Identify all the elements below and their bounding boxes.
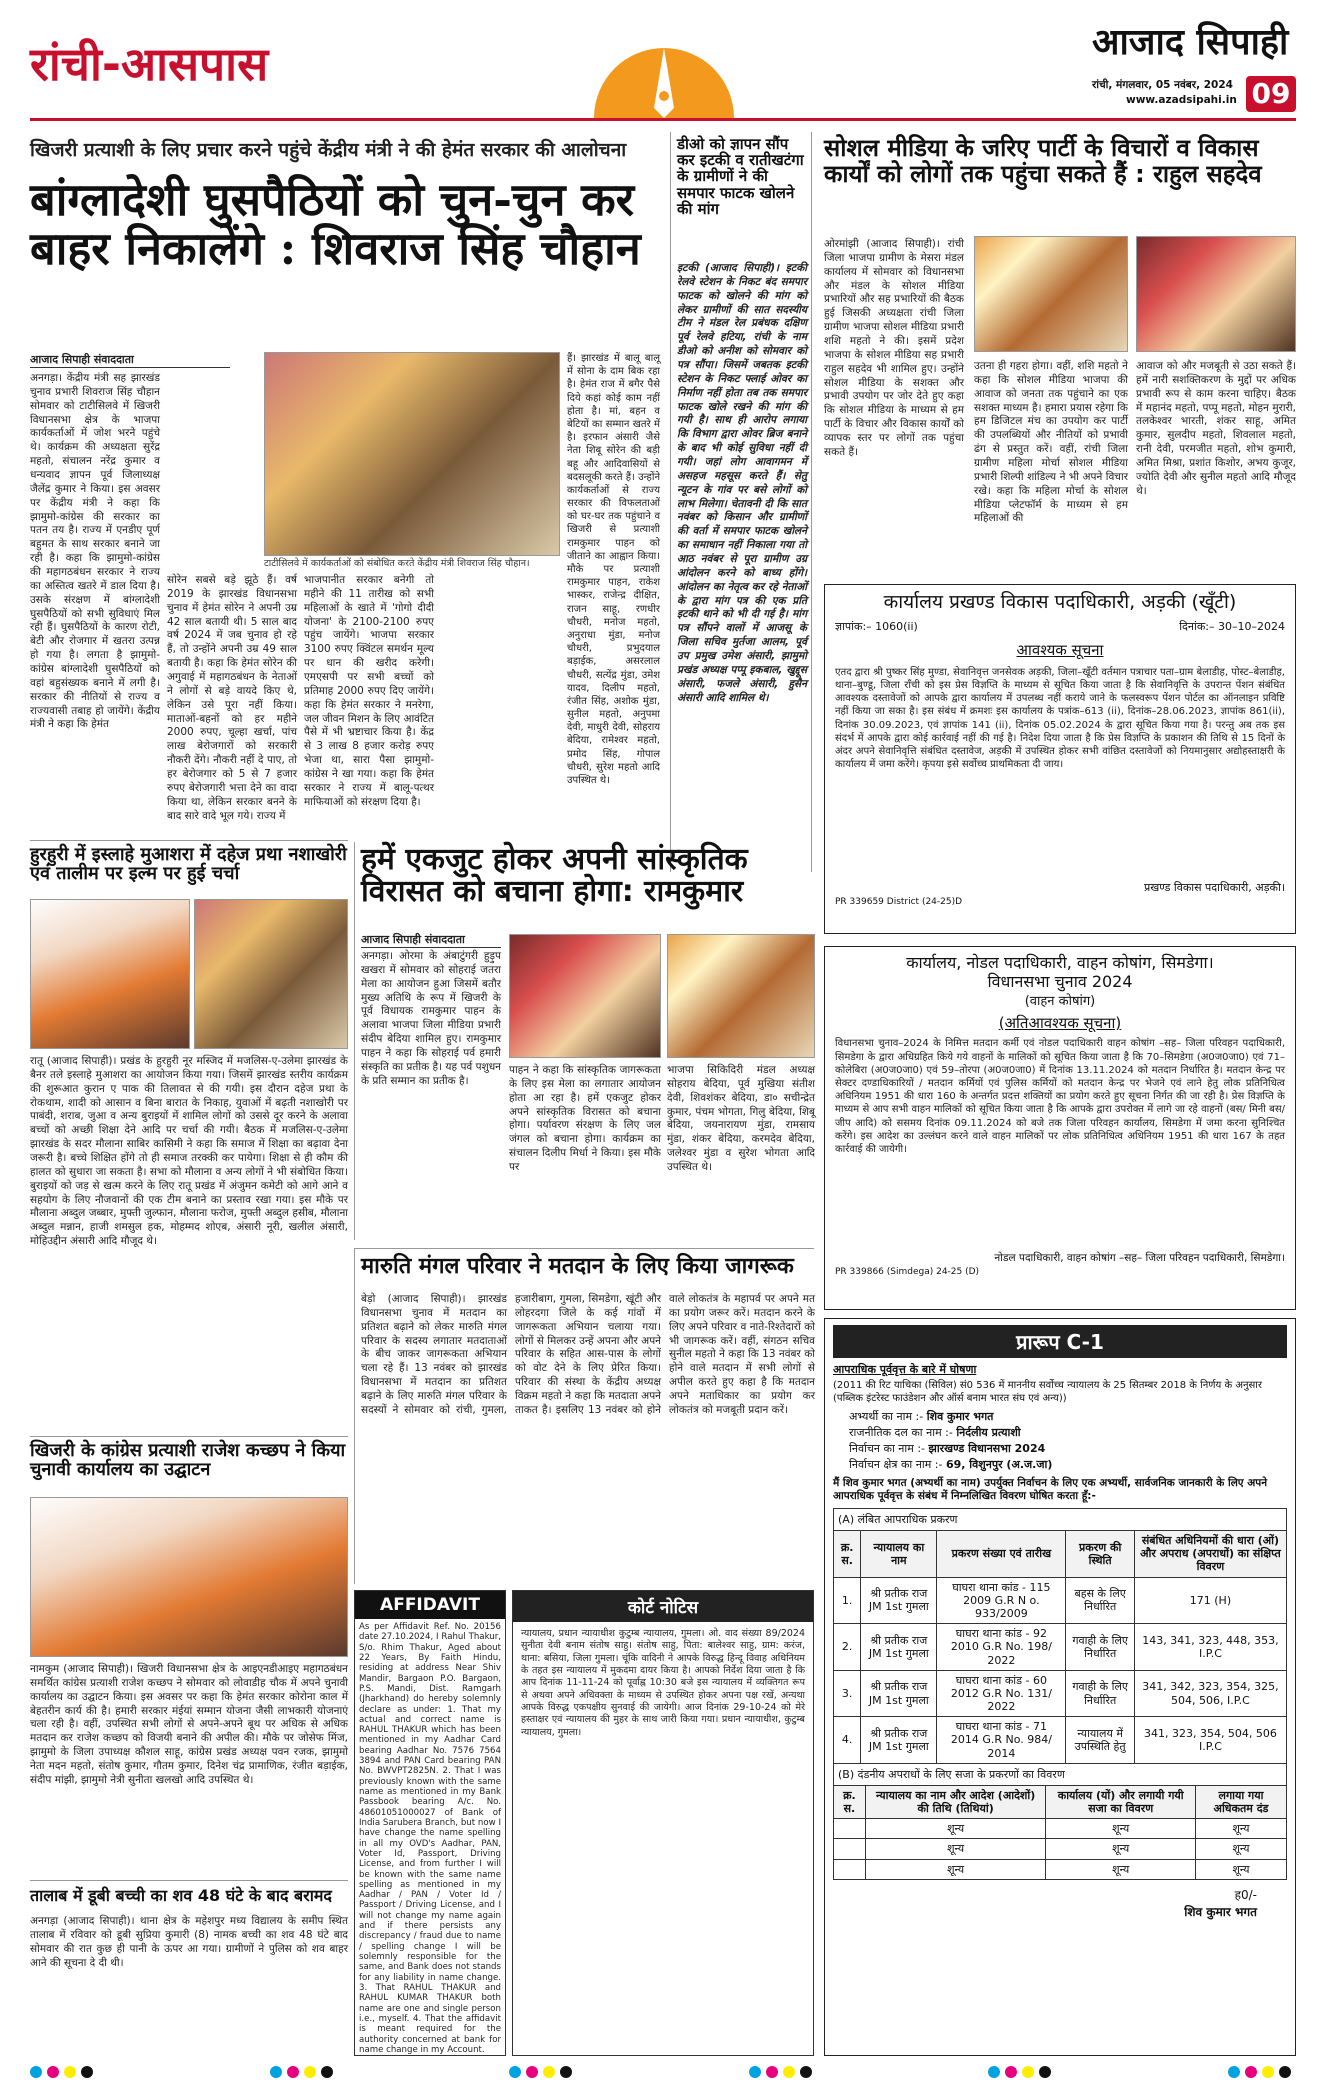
notice-vehicle-simdega bbox=[824, 946, 1296, 1310]
table-cell: 2. bbox=[834, 1624, 861, 1671]
constituency-name: 69, विशुनपुर (अ.ज.जा) bbox=[945, 1457, 1053, 1471]
color-dot bbox=[47, 2066, 59, 2078]
notice1-title: आवश्यक सूचना bbox=[1016, 640, 1104, 659]
maruti-headline: मारुति मंगल परिवार ने मतदान के लिए किया जागरूक bbox=[361, 1254, 794, 1279]
table-cell: शून्य bbox=[1195, 1859, 1286, 1879]
talab-story bbox=[30, 1880, 348, 2056]
color-dot bbox=[321, 2066, 333, 2078]
court-notice-ad bbox=[512, 1590, 814, 2056]
notice2-body: विधानसभा चुनाव–2024 के निमित्त मतदान कर्मी एवं नोडल पदाधिकारी वाहन कोषांग –सह– जिला परिवहन पदाधिकारी, सिमडेगा के द्वारा अधिग्रहित किये गये वाहनों के मालिकों को सूचित किया जाता है कि 70–सिमडेगा (अ0ज0जा0) एवं 71–कोलेबिरा (अ0ज0जा0) एवं 59–तोरपा (अ0ज0जा0) में दिनांक 13.11.2024 को मतदान निर्धारित है। मतदान केन्द्र पर सेक्टर दण्डाधिकारियों / मतदान कर्मियों एवं पुलिस कर्मियों को मतदान केन्द्र पर भेजने एवं लाने हेतु लोक प्रतिनिधित्व अधिनियम 1951 की धारा 160 के अन्तर्गत प्रदत्त शक्तियों का प्रयोग करते हुए सूचना निर्गत की जा रही है। प्रेस विज्ञप्ति के माध्यम से आप सभी वाहन मालिकों को सूचित किया जाता है कि आपके द्वारा उपरोक्त में लागे जा रहे वाहनों (बस/ मिनी बस/ जीप आदि) को ससमय दिनांक 09.11.2024 को बजे तक जिला परिवहन कार्यालय, सिमडेगा में जमा करना सुनिश्चित करेंगे। इस आदेश का उल्लंघन करने वाले वाहन मालिकों पर लोक प्रतिनिधित्व अधिनियम 1951 की धारा 167 के तहत कार्रवाई की जायेगी। bbox=[835, 1038, 1285, 1155]
color-dot-group bbox=[509, 2063, 577, 2082]
election-name: झारखण्ड विधानसभा 2024 bbox=[928, 1441, 1046, 1455]
notice1-signatory: प्रखण्ड विकास पदाधिकारी, अड़की। bbox=[1143, 880, 1285, 894]
table-cell: न्यायालय में उपस्थिति हेतु bbox=[1066, 1717, 1134, 1764]
table-cell: शून्य bbox=[865, 1819, 1046, 1839]
website: www.azadsipahi.in bbox=[1126, 94, 1237, 106]
notice1-letter-no: ज्ञापांक:– 1060(ii) bbox=[835, 619, 918, 633]
lead-byline: आजाद सिपाही संवाददाता bbox=[30, 352, 230, 368]
affidavit-ad bbox=[354, 1590, 506, 2056]
table-header: न्यायालय का नाम bbox=[861, 1531, 937, 1578]
table-header: न्यायालय का नाम और आदेश (आदेशों) की तिथि (तिथियां) bbox=[865, 1785, 1046, 1818]
color-dot bbox=[1279, 2066, 1291, 2078]
maruti-body: बेड़ो (आजाद सिपाही)। झारखंड विधानसभा चुनाव में मतदान का प्रतिशत बढ़ाने को लेकर मारुति मंगल परिवार के सदस्य लगातार मतदाताओं के बीच जाकर जागरूकता अभियान चला रहे हैं। 13 नवंबर को झारखंड विधानसभा में मतदान का प्रतिशत बढ़ाने के लिए मारुति मंगल परिवार के सदस्यों ने सोमवार को रांची, गुमला, हजारीबाग, गुमला, सिमडेगा, खूंटी और लोहरदगा जिले के कई गांवों में जागरूकता अभियान चलाया गया। लोगों से मिलकर उन्हें अपना और अपने परिवार के सहित आस-पास के लोगों को वोट देने के लिए प्रेरित किया। परिवार की संस्था के केंद्रीय अध्यक्ष विक्रम महतो ने कहा कि मतदाता अपने ताकत है। इसलिए 13 नवंबर को होने वाले लोकतंत्र के महापर्व पर अपने मत का प्रयोग जरूर करें। मतदान करने के लिए अपने परिवार व नाते-रिश्तेदारों को भी जागरूक करें। वहीं, संगठन सचिव सुनील महतो ने कहा कि 13 नवंबर को होने वाले मतदान में सभी लोगों से अपील करते हुए कहा है कि मतदान अपने मताधिकार का प्रयोग कर लोकतंत्र को मजबूती प्रदान करें। bbox=[361, 1293, 815, 1416]
notice1-pr: PR 339659 District (24-25)D bbox=[835, 896, 963, 907]
candidate-label: अभ्यर्थी का नाम bbox=[849, 1410, 913, 1423]
color-dot bbox=[1228, 2066, 1240, 2078]
ramkumar-photo-1 bbox=[509, 934, 661, 1058]
social-photo-1 bbox=[974, 236, 1128, 352]
ramkumar-body-3: भाजपा सिकिदिरी मंडल अध्यक्ष सोहराय बेदिया, पूर्व मुखिया संतीश देवी, शिवशंकर बेदिया, डा० सचीन्द्रेत कुमार, पंचम भोगता, गिलु बेदिया, शिबू बेदिया, जयनारायण मुंडा, रामसाय मुंडा, शंकर बेदिया, करमदेव बेदिया, जलेश्वर मुंडा व सुरेश भोगता आदि उपस्थित थे। bbox=[667, 1064, 815, 1174]
candidate-name: शिव कुमार भगत bbox=[926, 1410, 994, 1423]
social-body-1: ओरमांझी (आजाद सिपाही)। रांची जिला भाजपा ग्रामीण के मेसरा मंडल कार्यालय में सोमवार को विधानसभा और मंडल के सोशल मीडिया प्रभारियों और सह प्रभारियों की बैठक हुई जिसकी अध्यक्षता रांची जिला ग्रामीण भाजपा सोशल मीडिया प्रभारी शशि महतो ने की। इसमें प्रदेश भाजपा के सोशल मीडिया सह प्रभारी राहुल सहदेव भी शामिल हुए। उन्होंने सोशल मीडिया के सशक्त और प्रभावी उपयोग पर जोर देते हुए कहा कि सोशल मीडिया के माध्यम से हम पार्टी के विचार और विकास कार्यों को व्यापक स्तर पर लोगों तक पहुंचा सकते हैं। bbox=[824, 238, 964, 458]
social-headline: सोशल मीडिया के जरिए पार्टी के विचारों व विकास कार्यों को लोगों तक पहुंचा सकते हैं : राहुल सहदेव bbox=[824, 134, 1262, 188]
ramkumar-byline: आजाद सिपाही संवाददाता bbox=[361, 932, 501, 948]
lead-kicker: खिजरी प्रत्याशी के लिए प्रचार करने पहुंचे केंद्रीय मंत्री ने की हेमंत सरकार की आलोचना bbox=[30, 139, 627, 161]
table-cell: श्री प्रतीक राज JM 1st गुमला bbox=[861, 1577, 937, 1624]
dateline: रांची, मंगलवार, 05 नवंबर, 2024 bbox=[1092, 79, 1233, 91]
table-cell: श्री प्रतीक राज JM 1st गुमला bbox=[861, 1717, 937, 1764]
table-row bbox=[834, 1670, 1287, 1717]
rail-story bbox=[670, 132, 812, 872]
lead-story bbox=[30, 132, 660, 872]
notice2-signatory: नोडल पदाधिकारी, वाहन कोषांग –सह– जिला परिवहन पदाधिकारी, सिमडेगा। bbox=[994, 1252, 1285, 1265]
party-name: निर्दलीय प्रत्याशी bbox=[956, 1425, 1021, 1439]
color-dot-group bbox=[988, 2063, 1056, 2082]
lead-photo bbox=[264, 352, 560, 556]
table-cell: शून्य bbox=[865, 1839, 1046, 1859]
hurhuri-headline: हुरहुरी में इस्लाहे मुआशरा में दहेज प्रथा नशाखोरी एवं तालीम पर इल्म पर हुई चर्चा bbox=[30, 844, 347, 885]
footer-color-strip bbox=[30, 2064, 1296, 2080]
table-cell: श्री प्रतीक राज JM 1st गुमला bbox=[861, 1670, 937, 1717]
affidavit-title: AFFIDAVIT bbox=[355, 1591, 505, 1619]
table-cell bbox=[834, 1839, 866, 1859]
hurhuri-photo-2 bbox=[194, 899, 348, 1049]
hurhuri-photo-1 bbox=[30, 899, 190, 1049]
party-label: राजनीतिक दल का नाम bbox=[849, 1425, 942, 1439]
color-dot bbox=[1262, 2066, 1274, 2078]
lead-col-3: भाजपानीत सरकार बनेगी तो महीने की 11 तारीख को सभी महिलाओं के खाते में 'गोगो दीदी योजना' के 2100-2100 रुपए पहुंच जायेंगे। भाजपा सरकार 3100 रुपए क्विंटल समर्थन मूल्य पर धान की खरीद करेगी। एमएसपी पर सभी बच्चों को प्रतिमाह 2000 रुपए दिए जायेंगे। कहा कि हेमंत सरकार ने मनरेगा, जल जीवन मिशन के लिए आवंटित पैसे में भी भ्रष्टाचार किया है। केंद्र से 3 लाख 8 हजार करोड़ रुपए भेजा था, सारा पैसा झामुमो-कांग्रेस ने खा गया। कहा कि हेमंत सरकार ने राज्य में बालू-पत्थर माफियाओं को संरक्षण दिया है। bbox=[304, 574, 435, 808]
lead-headline: बांग्लादेशी घुसपैठियों को चुन-चुन कर बाहर निकालेंगे : शिवराज सिंह चौहान bbox=[30, 173, 641, 275]
rajesh-body: नामकुम (आजाद सिपाही)। खिजरी विधानसभा क्षेत्र के आइएनडीआइए महागठबंधन समर्थित कांग्रेस प्रत्याशी राजेश कच्छप ने सोमवार को लोवाडीह चौक में अपने चुनावी कार्यालय का उद्घाटन किया। इस अवसर पर कहा कि हेमंत सरकार कोरोना काल में बेहतरीन कार्य की है। हमारी सरकार मंईयां सम्मान योजना जैसी लाभकारी योजनाएं चला रही है। वहीं, उपस्थित सभी लोगों से अपने-अपने बूथ पर अधिक से अधिक मतदान कर राजेश कच्छप को विजयी बनाने की अपील की। मौके पर जोसेफ मिंज, झामुमो के जिला उपाध्यक्ष कौशल साहू, कांग्रेस प्रखंड अध्यक्ष पवन रजक, झामुमो नेता मदन महतो, संतोष कुमार, गौतम कुमार, दिनेश चंद्र प्रामाणिक, रंजीत बड़ाईक, संदीप मांझी, झामुमो नेत्री सुनीता खलखो आदि उपस्थित थे। bbox=[30, 1663, 348, 1786]
section-title: रांची-आसपास bbox=[30, 37, 269, 91]
social-body-3: आवाज को और मजबूती से उठा सकते हैं। हमें नारी सशक्तिकरण के मुद्दों पर अधिक प्रभावी रूप से काम करना चाहिए। बैठक में महानंद महतो, पप्पू महतो, मोहन मुरारी, तलकेश्वर भारती, शंकर साहू, अमित कुमार, सुलदीप महतो, शिवलाल महतो, रानी देवी, परमजीत महतो, शोभ कुमारी, अमित मिश्रा, प्रशांत किशोर, अभय कुजूर, ज्योति देवी और सुनील महतो आदि मौजूद थे। bbox=[1136, 360, 1296, 497]
table-cell: शून्य bbox=[1046, 1819, 1196, 1839]
table-cell: घाघरा थाना कांड - 92 2010 G.R No. 198/ 2022 bbox=[937, 1624, 1066, 1671]
table-cell: घाघरा थाना कांड - 71 2014 G.R No. 984/ 2014 bbox=[937, 1717, 1066, 1764]
rail-headline: डीओ को ज्ञापन सौंप कर इटकी व रातीखटंगा के ग्रामीणों ने की समपार फाटक खोलने की मांग bbox=[677, 135, 804, 218]
table-row bbox=[834, 1839, 1287, 1859]
color-dot bbox=[1245, 2066, 1257, 2078]
table-cell: 171 (H) bbox=[1134, 1577, 1286, 1624]
color-dot-group bbox=[30, 2063, 98, 2082]
section-b-title: (B) दंडनीय अपराधों के लिए सजा के प्रकरणों का विवरण bbox=[833, 1764, 1287, 1785]
constituency-label: निर्वाचन क्षेत्र का नाम bbox=[849, 1457, 932, 1471]
rajesh-headline: खिजरी के कांग्रेस प्रत्याशी राजेश कच्छप ने किया चुनावी कार्यालय का उद्घाटन bbox=[30, 1440, 346, 1481]
color-dot bbox=[30, 2066, 42, 2078]
ramkumar-headline: हमें एकजुट होकर अपनी सांस्कृतिक विरासत को बचाना होगा: रामकुमार bbox=[361, 842, 748, 910]
social-body-2: उतना ही गहरा होगा। वहीं, शशि महतो ने कहा कि सोशल मीडिया भाजपा की आवाज को जनता तक पहुंचाने का एक सशक्त माध्यम है। हमारा प्रयास रहेगा कि हम डिजिटल मंच का उपयोग कर पार्टी की उपलब्धियों और नीतियों को प्रभावी ढंग से प्रस्तुत करें। वहीं, रांची जिला ग्रामीण महिला मोर्चा सोशल मीडिया प्रभारी शिल्पी शांडिल्य ने भी अपने विचार रखे। कहा कि महिला मोर्चा के सोशल मीडिया प्लेटफॉर्म के माध्यम से हम महिलाओं की bbox=[974, 360, 1128, 525]
section-a-title: (A) लंबित आपराधिक प्रकरण bbox=[833, 1508, 1287, 1530]
notice2-title: (अतिआवश्यक सूचना) bbox=[998, 1014, 1122, 1033]
hurhuri-story bbox=[30, 840, 348, 1430]
lead-col-4: हैं। झारखंड में बालू बालू में सोना के दाम बिक रहा है। हेमंत राज में बगैर पैसे दिये कहां कोई काम नहीं होता है। मां, बहन व बेटियों का सम्मान खतरे में है। इरफान अंसारी जैसे नेता शिबू सोरेन की बड़ी बहू और आदिवासियों से बदसलूकी करते हैं। उन्होंने कार्यकर्ताओं से राज्य सरकार की विफलताओं को घर-घर तक पहुंचाने व खिजरी से प्रत्याशी रामकुमार पाहन को जीताने का आह्वान किया। मौके पर प्रत्याशी रामकुमार पाहन, राकेश भास्कर, राजेन्द्र दीक्षित, राजन साहू, रणधीर चौधरी, मनोज महतो, अनुराधा मुंडा, मनोज चौधरी, प्रभुदयाल बड़ाईक, असरलाल चौधरी, सत्येंद्र मुंडा, उमेश यादव, दिलीप महतो, रंजीत सिंह, अशोक मुंडा, सुनील महतो, अनुपमा देवी, माधुरी देवी, सोहराय बेदिया, रामेश्वर महतो, प्रमोद सिंह, गोपाल चौधरी, सुरेश महतो आदि उपस्थित थे। bbox=[567, 353, 660, 786]
table-row bbox=[834, 1624, 1287, 1671]
table-cell: 341, 323, 354, 504, 506 I.P.C bbox=[1134, 1717, 1286, 1764]
color-dot bbox=[304, 2066, 316, 2078]
color-dot-group bbox=[749, 2063, 817, 2082]
notice2-sub2: (वाहन कोषांग) bbox=[1024, 994, 1096, 1010]
maruti-story bbox=[354, 1248, 814, 1584]
lead-col-2: सोरेन सबसे बड़े झूठे हैं। वर्ष 2019 के झारखंड विधानसभा चुनाव में हेमंत सोरेन ने अपनी उम्र 42 साल बतायी थी। 5 साल बाद वर्ष 2024 में जब चुनाव हो रहे हैं, तो उन्होंने अपनी उम्र 49 साल बतायी है। कहा कि हेमंत सोरेन की अगुवाई में महागठबंधन के नेताओं ने लोगों से बड़े वायदे किए थे, लेकिन उसे पूरा नहीं किया। माताओं-बहनों को हर महीने 2000 रुपए, चूल्हा खर्चा, पांच लाख बेरोजगारों को सरकारी नौकरी देंगे। नौकरी नहीं दे पाए, तो हर बेरोजगार को 5 से 7 हजार रुपए बेरोजगारी भत्ता देने का वादा किया था, लेकिन सरकार बनने के बाद सारे वादे भूल गये। राज्य में bbox=[167, 574, 297, 822]
talab-body: अनगड़ा (आजाद सिपाही)। थाना क्षेत्र के महेशपुर मध्य विद्यालय के समीप स्थित तालाब में रविवार को डूबी सुप्रिया कुमारी (8) नामक बच्ची का शव 48 घंटे बाद सोमवार की रात कुछ ही पानी के ऊपर आ गया। ग्रामीणों ने पुलिस को शव बाहर आने की सूचना दे दी थी। bbox=[30, 1915, 348, 1969]
election-label: निर्वाचन का नाम bbox=[849, 1441, 914, 1455]
color-dot bbox=[988, 2066, 1000, 2078]
table-header: कार्यालय (यों) और लगायी गयी सजा का विवरण bbox=[1046, 1785, 1196, 1818]
table-cell: गवाही के लिए निर्धारित bbox=[1066, 1624, 1134, 1671]
color-dot bbox=[1039, 2066, 1051, 2078]
sun-logo bbox=[590, 8, 738, 118]
table-cell: शून्य bbox=[1046, 1859, 1196, 1879]
ramkumar-body-2: पाहन ने कहा कि सांस्कृतिक जागरूकता के लिए इस मेला का लगातार आयोजन होता आ रहा है। हमें एकजुट होकर अपने सांस्कृतिक विरासत को बचाना होगा। पर्यावरण संरक्षण के लिए जल जंगल को बचाना होगा। कार्यक्रम का संचालन दिलीप मिर्धा ने किया। इस मौके पर bbox=[509, 1064, 661, 1174]
table-header: क्र. स. bbox=[834, 1531, 861, 1578]
table-row bbox=[834, 1859, 1287, 1879]
table-cell: शून्य bbox=[1195, 1839, 1286, 1859]
hurhuri-body: रातू (आजाद सिपाही)। प्रखंड के हुरहुरी नूर मस्जिद में मजलिस-ए-उलेमा झारखंड के बैनर तले इस्लाहे मुआशरा का आयोजन किया गया। जिसमें झारखंड स्तरीय कार्यक्रम की शुरूआत कुरान ए पाक की तिलावत से की गयी। इस दौरान दहेज प्रथा के रोकथाम, शादी को आसान व बिना बारात के निकाह, युवाओं में बढ़ती नशाखोरी पर पाबंदी, शराब, जुआ व अन्य बुराइयों में शामिल लोगों को उससे दूर करने के अलावा बच्चों को अच्छी शिक्षा देने आदि पर चर्चा की गयी। बैठक में मजलिस-ए-उलेमा झारखंड के सदर मौलाना साबिर कासिमी ने कहा कि समाज में शिक्षा का बढ़ावा देना जरूरी है। बच्चे शिक्षित होंगे तो ही समाज तरक्की कर पायेगा। शिक्षा से ही कौम की हालत को सुधारा जा सकता है। सभा को मौलाना व अन्य लोगों ने भी संबोधित किया। बुराइयों को जड़ से खत्म करने के लिए रातू प्रखंड में अंजुमन कमेटी को आगे आने व सहयोग के लिए नौजवानों की एक टीम बनाने का प्रस्ताव रखा गया। इस मौके पर मौलाना अब्दुल जब्बार, मुफ्ती जुल्फान, मौलाना फरोज, मुफ्ती अब्दुल हसीब, मौलाना अब्दुल मन्नान, हाजी शमसुल हक, मोहम्मद शोएब, अंसारी नूरी, खलील अंसारी, मोहिउद्दीन अंसारी आदि मौजूद थे। bbox=[30, 1055, 348, 1248]
table-row bbox=[834, 1577, 1287, 1624]
notice1-body: एतद द्वारा श्री पुष्कर सिंह मुण्डा, सेवानिवृत्त जनसेवक अड़की, जिला–खूँटी वर्तमान पत्राचार पता–ग्राम बेलाडीह, पोस्ट–बेलाडीह, थाना–बुण्डू, जिला राँची को इस प्रेस विज्ञप्ति के माध्यम से सूचित किया जाता है कि सेवानिवृत्ति के उपरान्त पेंशन संबंधित आवश्यक दस्तावेजों को आपके द्वारा कार्यालय में उपलब्ध नहीं कराये जाने के फलस्वरूप पेंशन पोर्टल का ऑनलाइन प्रविष्टि नहीं किया जा सका है। इस संबंध में क्रमशः इस कार्यालय के पत्रांक–613 (ii), दिनांक–28.06.2023, ज्ञापांक 861(ii), दिनांक 30.09.2023, एवं ज्ञापांक 141 (ii), दिनांक 05.02.2024 के द्वारा सूचित किया गया है। परन्तु अब तक इस संदर्भ में आपके द्वारा कोई कार्रवाई नहीं की गई है। निदेश दिया जाता है कि प्रेस विज्ञप्ति के प्रकाशन की तिथि से 15 दिनों के अंदर अपने सेवानिवृत्ति संबंधित दस्तावेज, अड़की में उपस्थित होकर सभी वांछित दस्तावेजों को नियमानुसार अद्योहस्ताक्षरी के कार्यालय में जमा करेंगे। कृपया इसे सर्वोच्च प्राथमिकता दी जाय। bbox=[835, 666, 1285, 771]
affidavit-body: As per Affidavit Ref. No. 20156 date 27.10.2024, I Rahul Thakur, S/o. Rhim Thakur, Aged about 22 Years, By Faith Hindu, residing at address Near Shiv Mandir, Bargaon P.O. Bargaon, P.S. Mandi, Dist. Ramgarh (Jharkhand) do hereby solemnly declare as under: 1. That my actual and correct name is RAHUL THAKUR which has been mentioned in my Aadhar Card bearing Aadhar No. 7576 7564 3894 and PAN Card bearing PAN No. BWVPT2825N. 2. That I was previously known with the same name as mentioned in my Bank Passbook bearing A/c. No. 48601051000027 of Bank of India Sarubera Branch, but now I have change the name spelling in all my OVD's Aadhar, PAN, Voter Id, Passport, Driving License, and from further I will be known with the same name spelling as mentioned in my Aadhar / PAN / Voter Id / Passport / Driving License, and I will not change my name again and if there persists any discrepancy / fraud due to name / spelling change I will be solemnly responsible for the same, and Bank does not stands for any liability in name change. 3. That RAHUL THAKUR and RAHUL KUMAR THAKUR both name are one and single person i.e., myself. 4. That the affidavit is meant required for the authority concerned at bank for name change in my Account. bbox=[359, 1622, 501, 2055]
ramkumar-story bbox=[354, 842, 814, 1240]
color-dot bbox=[270, 2066, 282, 2078]
form-declaration: मैं शिव कुमार भगत (अभ्यर्थी का नाम) उपर्युक्त निर्वाचन के लिए एक अभ्यर्थी, सार्वजनिक जानकारी के लिए अपने आपराधिक पूर्ववृत्त के संबंध में निम्नलिखित विवरण घोषित करता हूँ:- bbox=[833, 1476, 1268, 1503]
table-header: प्रकरण संख्या एवं तारीख bbox=[937, 1531, 1066, 1578]
table-cell: घाघरा थाना कांड - 60 2012 G.R No. 131/ 2022 bbox=[937, 1670, 1066, 1717]
color-dot bbox=[64, 2066, 76, 2078]
social-photo-2 bbox=[1136, 236, 1296, 352]
color-dot bbox=[1022, 2066, 1034, 2078]
table-cell: 143, 341, 323, 448, 353, I.P.C bbox=[1134, 1624, 1286, 1671]
table-cell: बहस के लिए निर्धारित bbox=[1066, 1577, 1134, 1624]
rajesh-story bbox=[30, 1436, 348, 1876]
form-title: प्रारूप C-1 bbox=[833, 1325, 1287, 1358]
social-story bbox=[824, 132, 1296, 577]
ramkumar-body-1: अनगड़ा। ओरमा के अंबाटुंगरी हुड़ुप खखरा में सोमवार को सोहराई जतरा मेला का आयोजन हुआ जिसमें बतौर मुख्य अतिथि के रूप में खिजरी के पूर्व विधायक रामकुमार पाहन के अलावा भाजपा जिला मीडिया प्रभारी संदीप बेदिया शामिल हुए। रामकुमार पाहन ने कहा कि सोहराई पर्व हमारी संस्कृति का प्रतीक है। यह पर्व पशुधन के प्रति सम्मान का प्रतीक है। bbox=[361, 950, 501, 1087]
table-header: क्र. स. bbox=[834, 1785, 866, 1818]
form-intro: (2011 की रिट याचिका (सिविल) सं0 536 में माननीय सर्वोच्च न्यायालय के 25 सितम्बर 2018 के निर्णय के अनुसार (पब्लिक इंटरेस्ट फाउंडेशन और ऑर्स बनाम भारत संघ एवं अन्य)) bbox=[833, 1380, 1262, 1404]
table-header: लगाया गया अधिकतम दंड bbox=[1195, 1785, 1286, 1818]
color-dot-group bbox=[1228, 2063, 1296, 2082]
notice2-office: कार्यालय, नोडल पदाधिकारी, वाहन कोषांग, सिमडेगा। bbox=[906, 953, 1214, 972]
rajesh-photo bbox=[30, 1497, 348, 1657]
lead-col-1: अनगड़ा। केंद्रीय मंत्री सह झारखंड चुनाव प्रभारी शिवराज सिंह चौहान सोमवार को टाटीसिलवे में खिजरी विधानसभा क्षेत्र के भाजपा कार्यकर्ताओं में जोश भरने पहुंचे थे। कार्यक्रम की अध्यक्षता सुरेंद्र महतो, संचालन नरेंद्र कुमार व धन्यवाद ज्ञापन पूर्व जिलाध्यक्ष जैलेंद्र कुमार ने किया। इस अवसर पर केंद्रीय मंत्री ने कहा कि झामुमो-कांग्रेस की सरकार का पतन तय है। राज्य में एनडीए पूर्ण बहुमत के साथ सरकार बनाने जा रही है। कहा कि झामुमो-कांग्रेस की महागठबंधन सरकार ने राज्य का अस्तित्व खतरे में डाल दिया है। उसके संरक्षण में बांग्लादेशी घुसपैठियों को सभी सुविधाएं मिल रही हैं। घुसपैठियों के कारण रोटी, बेटी और रोजगार में खतरा उत्पन्न हो गया है। लगता है झामुमो-कांग्रेस बांग्लादेशी घुसपैठियों को वहां बहुसंख्यक बनाने में लगी है। सरकार की नीतियों से राज्य व राज्यवासी तबाह हो जायेंगे। केंद्रीय मंत्री ने कहा कि हेमंत bbox=[30, 372, 160, 731]
lead-photo-caption: टाटीसिलवे में कार्यकर्ताओं को संबोधित करते केंद्रीय मंत्री शिवराज सिंह चौहान। bbox=[264, 558, 560, 569]
table-cell: श्री प्रतीक राज JM 1st गुमला bbox=[861, 1624, 937, 1671]
masthead bbox=[0, 0, 1325, 118]
sign-name: शिव कुमार भगत bbox=[1184, 1904, 1257, 1919]
notice1-date: दिनांक:– 30–10–2024 bbox=[1179, 619, 1285, 633]
table-row bbox=[834, 1717, 1287, 1764]
court-body: न्यायालय, प्रधान न्यायाधीश कुटुम्ब न्यायालय, गुमला। ओ. वाद संख्या 89/2024 सुनीता देवी बनाम संतोष साहु। संतोष साहु, पिता: बालेश्वर साहु, ग्राम: करंज, थाना: बसिया, जिला गुमला। चूंकि वादिनी ने आपके विरुद्ध हिन्दू विवाह अधिनियम के तहत इस न्यायालय में मुकदमा दायर किया है। आपको निर्देश दिया जाता है कि आप दिनांक 11-11-24 को पूर्वाह्न 10:30 बजे इस न्यायालय में व्यक्तिगत रूप से अथवा अपने अधिवक्ता के माध्यम से उपस्थित होकर अपना पक्ष रखें, अन्यथा आपके विरुद्ध एकपक्षीय सुनवाई की जायेगी। आज दिनांक 29-10-24 को मेरे हस्ताक्षर एवं न्यायालय की मुहर के साथ जारी किया गया। प्रधान न्यायाधीश, कुटुम्ब न्यायालय, गुमला। bbox=[521, 1628, 805, 1738]
page-number: 09 bbox=[1246, 76, 1296, 112]
color-dot bbox=[800, 2066, 812, 2078]
ramkumar-photo-2 bbox=[667, 934, 815, 1058]
color-dot bbox=[560, 2066, 572, 2078]
form-subtitle: आपराधिक पूर्ववृत्त के बारे में घोषणा bbox=[833, 1363, 977, 1376]
table-cell bbox=[834, 1859, 866, 1879]
table-cell: 4. bbox=[834, 1717, 861, 1764]
color-dot bbox=[749, 2066, 761, 2078]
table-cell bbox=[834, 1819, 866, 1839]
masthead-rule bbox=[30, 118, 1296, 121]
notice2-pr: PR 339866 (Simdega) 24-25 (D) bbox=[835, 1267, 980, 1278]
table-cell: 1. bbox=[834, 1577, 861, 1624]
color-dot bbox=[81, 2066, 93, 2078]
color-dot bbox=[543, 2066, 555, 2078]
sign-label: ह0/- bbox=[1234, 1887, 1257, 1902]
color-dot-group bbox=[270, 2063, 338, 2082]
talab-headline: तालाब में डूबी बच्ची का शव 48 घंटे के बाद बरामद bbox=[30, 1886, 332, 1905]
court-title: कोर्ट नोटिस bbox=[513, 1591, 813, 1622]
table-cell: घाघरा थाना कांड - 115 2009 G.R N o. 933/2009 bbox=[937, 1577, 1066, 1624]
rail-body: इटकी (आजाद सिपाही)। इटकी रेलवे स्टेशन के निकट बंद समपार फाटक को खोलने की मांग को लेकर ग्रामीणों की सात सदस्यीय टीम ने मंडल रेल प्रबंधक दक्षिण पूर्व रेलवे हटिया, रांची के नाम डीओ को अनीश को सोमवार को पत्र सौंपा। जिसमें जबतक इटकी स्टेशन के निकट फ्लाई ओवर का निर्माण नहीं होता तब तक समपार फाटक खोले रखने की मांग की गयी है। साथ ही आरोप लगाया कि विभाग द्वारा ओवर ब्रिज बनाने के बाद भी कोई सुविधा नहीं दी गयी। जहां लोग आवागमन में असहज महसूस करते हैं। सेतु न्यूटन के गांव पर बसे लोगों को लाभ मिलेगा। चेतावनी दी कि सात नवंबर को किसान और ग्रामीणों की वर्ता में समपार फाटक खोलने का समाधान नहीं निकाला गया तो आठ नवंबर से पूरा ग्रामीण उग्र आंदोलन करने को बाध्य होंगे। आंदोलन का नेतृत्व कर रहे नेताओं के द्वारा मांग पत्र की एक प्रति इटकी थाने को भी दी गई है। मांग पत्र सौंपने वालों में आजसू के जिला सचिव मुर्तजा आलम, पूर्व उप प्रमुख उमेश अंसारी, झामुमो प्रखंड अध्यक्ष पप्पू इकबाल, खुद्दूस अंसारी, फजले अंसारी, हुसैन अंसारी आदि शामिल थे। bbox=[677, 262, 807, 704]
color-dot bbox=[1005, 2066, 1017, 2078]
table-cell: 341, 342, 323, 354, 325, 504, 506, I.P.C bbox=[1134, 1670, 1286, 1717]
color-dot bbox=[766, 2066, 778, 2078]
pending-cases-table bbox=[833, 1530, 1287, 1764]
table-cell: शून्य bbox=[1195, 1819, 1286, 1839]
table-header: प्रकरण की स्थिति bbox=[1066, 1531, 1134, 1578]
color-dot bbox=[287, 2066, 299, 2078]
notice-bdo-arki bbox=[824, 584, 1296, 934]
convictions-table bbox=[833, 1785, 1287, 1880]
table-cell: 3. bbox=[834, 1670, 861, 1717]
table-header: संबंधित अधिनियमों की धारा (ओं) और अपराध (अपराधों) का संक्षिप्त विवरण bbox=[1134, 1531, 1286, 1578]
table-cell: शून्य bbox=[865, 1859, 1046, 1879]
table-cell: शून्य bbox=[1046, 1839, 1196, 1859]
table-cell: गवाही के लिए निर्धारित bbox=[1066, 1670, 1134, 1717]
form-c1: प्रारूप C-1 आपराधिक पूर्ववृत्त के बारे में घोषणा (2011 की रिट याचिका (सिविल) सं0 536 में माननीय सर्वोच्च न्यायालय के 25 सितम्बर 2018 के निर्णय के अनुसार (पब्लिक इंटरेस्ट फाउंडेशन और ऑर्स बनाम भारत संघ एवं अन्य)) अभ्यर्थी का नाम :- शिव कुमार भगत राजनीतिक दल का नाम :- निर्दलीय प्रत्याशी निर्वाचन का नाम :- झारखण्ड विधानसभा 2024 निर्वाचन क्षेत्र का नाम :- 69, विशुनपुर (अ.ज.जा) मैं शिव कुमार भगत (अभ्यर्थी का नाम) उपर्युक्त निर्वाचन के लिए एक अभ्यर्थी, सार्वजनिक जानकारी के लिए अपने आपराधिक पूर्ववृत्त के संबंध में निम्नलिखित विवरण घोषित करता हूँ:- (A) लंबित आपराधिक प्रकरण क्र. स. न्यायालय का नाम प्रकरण संख्या एवं तारीख प्रकरण की स्थिति संबंधित अधिनियमों की धारा (ओं) और अपराध (अपराधों) का संक्षिप्त विवरण 1. श्री प्रतीक राज JM 1st गुमला घाघरा थाना कांड - 115 2009 G.R N o. 933/2009 बहस के लिए निर्धारित 171 (H) 2. श्री प्रतीक राज JM 1st गुमला घाघरा थाना कांड - 92 2010 G.R No. 198/ 2022 गवाही के लिए निर्धारित 143, 341, 323, 448, 353, I.P.C 3. श्री प्रतीक राज JM 1st गुमला घाघरा थाना कांड - 60 2012 G.R No. 131/ 2022 गवाही के लिए निर्धारित 341, 342, 323, 354, 325, 504, 506, I.P.C 4. श्री प्रतीक राज JM 1st गुमला घाघरा थाना कांड - 71 2014 G.R No. 984/ 2014 न्यायालय में उपस्थिति हेतु 341, 323, 354, 504, 506 I.P.C (B) दंडनीय अपराधों के लिए सजा के प्रकरणों का विवरण क्र. स. न्यायालय का नाम और आदेश (आदेशों) की तिथि (तिथियां) कार्यालय (यों) और लगायी गयी सजा का विवरण लगाया गया अधिकतम दंड शून्य शून्य शून्य शून्य शून्य शून्य शून्य शून्य शून्य ह0/- शिव कुमार भगत bbox=[824, 1318, 1296, 2056]
table-row bbox=[834, 1819, 1287, 1839]
color-dot bbox=[526, 2066, 538, 2078]
notice2-subtitle: विधानसभा चुनाव 2024 bbox=[987, 972, 1133, 992]
paper-name: आजाद सिपाही bbox=[1092, 22, 1289, 63]
color-dot bbox=[783, 2066, 795, 2078]
color-dot bbox=[509, 2066, 521, 2078]
notice1-office: कार्यालय प्रखण्ड विकास पदाधिकारी, अड़की (खूँटी) bbox=[883, 591, 1237, 613]
